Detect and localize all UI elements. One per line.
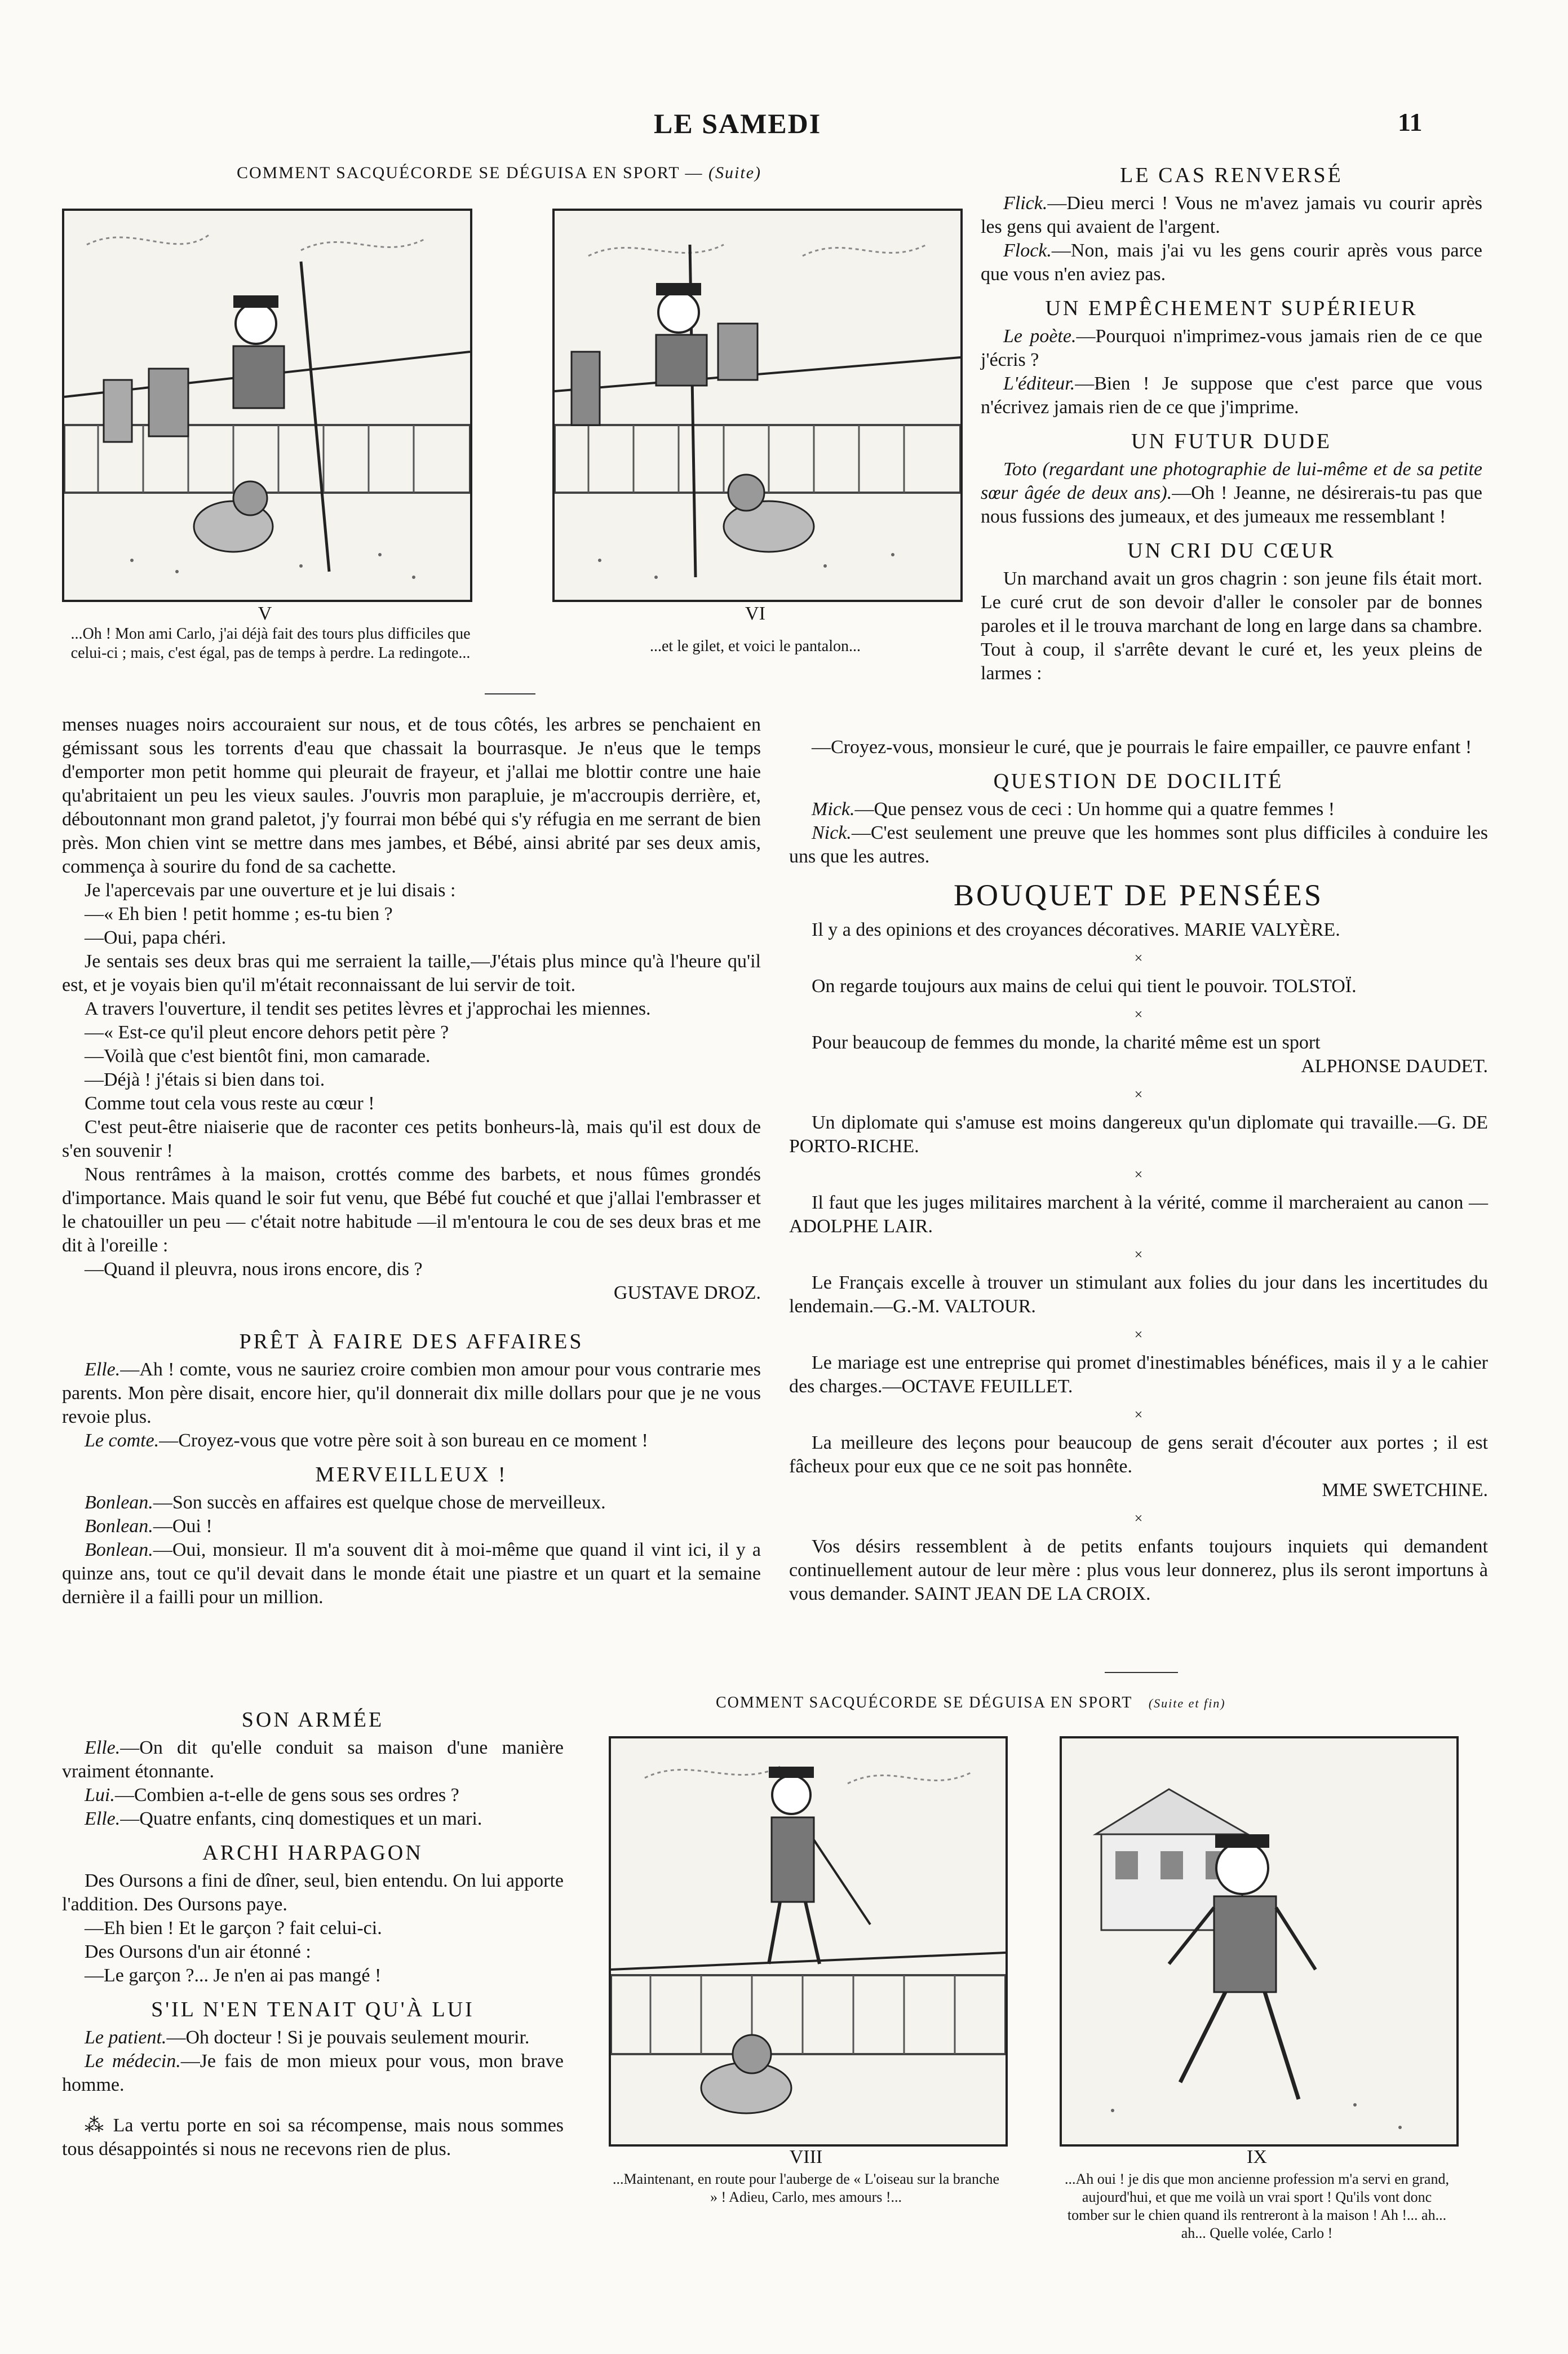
quote-text: Le Français excelle à trouver un stimulant aux folies du jour dans les incertitudes du lendemain.—G.-M. VALTOUR. (789, 1272, 1488, 1317)
small-divider (485, 693, 535, 694)
speaker: Bonlean. (85, 1516, 153, 1537)
pret-title: PRÊT À FAIRE DES AFFAIRES (239, 1330, 584, 1353)
quote-separator: × (1134, 1006, 1143, 1023)
speaker: Bonlean. (85, 1492, 153, 1513)
quote-author: MARIE VALYÈRE. (1184, 919, 1340, 940)
harpagon-paragraph: Des Oursons a fini de dîner, seul, bien entendu. On lui apporte l'addition. Des Oursons paye. (62, 1870, 564, 1915)
speaker: Elle. (85, 1808, 121, 1829)
quote-text: La meilleure des leçons pour beaucoup de gens serait d'écouter aux portes ; il est fâcheux pour eux que ce ne soit pas honnête. (789, 1432, 1488, 1477)
quote-text: Le mariage est une entreprise qui promet d'inestimables bénéfices, mais il y a le cahier des charges.—OCTAVE FEUILLET. (789, 1352, 1488, 1397)
harpagon-paragraph: —Le garçon ?... Je n'en ai pas mangé ! (85, 1965, 382, 1986)
quote-author: TOLSTOÏ. (1272, 976, 1357, 997)
harpagon-title: ARCHI HARPAGON (202, 1841, 423, 1865)
right-wide-column (789, 736, 1488, 1606)
speaker: Le comte. (85, 1430, 160, 1451)
docilite-title: QUESTION DE DOCILITÉ (993, 769, 1284, 793)
armee-title: SON ARMÉE (241, 1708, 384, 1732)
story-paragraph: —Oui, papa chéri. (85, 927, 227, 948)
story-signature: GUSTAVE DROZ. (613, 1282, 761, 1303)
dialogue-text: —Non, mais j'ai vu les gens courir après vous parce que vous n'en aviez pas. (981, 240, 1482, 285)
dialogue-text: —Quatre enfants, cinq domestiques et un mari. (120, 1808, 482, 1829)
quote-author: ALPHONSE DAUDET. (1301, 1056, 1488, 1077)
quote-separator: × (1134, 1086, 1143, 1103)
story-paragraph: —« Eh bien ! petit homme ; es-tu bien ? (85, 904, 393, 924)
dialogue-text: —Pourquoi n'imprimez-vous jamais rien de ce que j'écris ? (981, 326, 1482, 370)
speaker: Lui. (85, 1785, 115, 1806)
panel-v-caption: ...Oh ! Mon ami Carlo, j'ai déjà fait des tours plus difficiles que celui-ci ; mais, c'est égal, pas de temps à perdre. La redingote... (70, 625, 471, 662)
quote-separator: × (1134, 950, 1143, 966)
quote-text: Il faut que les juges militaires marchent à la vérité, comme il marcheraient au canon —ADOLPHE LAIR. (789, 1192, 1488, 1237)
dialogue-text: —Combien a-t-elle de gens sous ses ordres ? (114, 1785, 459, 1806)
quote-separator: × (1134, 1166, 1143, 1183)
panel-v-numeral: V (258, 603, 272, 624)
quote-separator: × (1134, 1246, 1143, 1263)
quote-text: Vos désirs ressemblent à de petits enfants toujours inquiets qui demandent continuellement autour de leur mère : plus vous leur donnerez, plus ils seront importuns à vous demander. SAINT JEAN DE LA CROIX. (789, 1536, 1488, 1604)
cas-title: LE CAS RENVERSÉ (1120, 163, 1343, 187)
bouquet-title: BOUQUET DE PENSÉES (953, 878, 1324, 912)
dialogue-text: —Ah ! comte, vous ne sauriez croire combien mon amour pour vous contrarie mes parents. Mon père disait, encore hier, qu'il donnerait dix mille dollars pour que je ne vous revoie plus. (62, 1359, 761, 1427)
story-paragraph: A travers l'ouverture, il tendit ses petites lèvres et j'approchai les miennes. (85, 998, 651, 1019)
story-paragraph: —Quand il pleuvra, nous irons encore, dis ? (85, 1259, 423, 1280)
merveilleux-title: MERVEILLEUX ! (315, 1463, 508, 1486)
comic-top-title-suffix: (Suite) (708, 163, 761, 182)
story-paragraph: —Voilà que c'est bientôt fini, mon camarade. (85, 1046, 431, 1067)
speaker: Le patient. (85, 2027, 167, 2048)
comic-panel-viii (609, 1736, 1008, 2147)
dialogue-text: —C'est seulement une preuve que les hommes sont plus difficiles à conduire les uns que les autres. (789, 822, 1488, 867)
harpagon-paragraph: —Eh bien ! Et le garçon ? fait celui-ci. (85, 1918, 382, 1939)
comic-viii-drawing (611, 1738, 1006, 2144)
comic-v-drawing (64, 211, 470, 600)
speaker: L'éditeur. (1003, 373, 1075, 394)
comic-vi-drawing (555, 211, 960, 600)
speaker: Bonlean. (85, 1539, 153, 1560)
page-number: 11 (1398, 108, 1423, 136)
speaker: Le médecin. (85, 2051, 181, 2072)
story-paragraph: Je l'apercevais par une ouverture et je lui disais : (85, 880, 456, 901)
panel-viii-caption: ...Maintenant, en route pour l'auberge de « L'oiseau sur la branche » ! Adieu, Carlo, mes amours !... (612, 2171, 1000, 2205)
dialogue-text: —Oui ! (153, 1516, 212, 1537)
dialogue-text: —Je fais de mon mieux pour vous, mon brave homme. (62, 2051, 564, 2095)
speaker: Elle. (85, 1737, 121, 1758)
harpagon-paragraph: Des Oursons d'un air étonné : (85, 1941, 311, 1962)
speaker: Nick. (812, 822, 852, 843)
story-paragraph: Je sentais ses deux bras qui me serraient la taille,—J'étais plus mince qu'à l'heure qu'il est, et je voyais bien qu'il m'était reconnaissant de lui servir de toit. (62, 951, 761, 995)
story-paragraph: —Déjà ! j'étais si bien dans toi. (85, 1069, 325, 1090)
dialogue-text: —Son succès en affaires est quelque chose de merveilleux. (153, 1492, 606, 1513)
story-paragraph: Comme tout cela vous reste au cœur ! (85, 1093, 375, 1114)
story-column (62, 713, 761, 1609)
dialogue-text: —Oui, monsieur. Il m'a souvent dit à moi-même que quand il vint ici, il y a quinze ans, tout ce qu'il devait dans le monde était une piastre et un quart et la semaine dernière il a failli pour un million. (62, 1539, 761, 1608)
dialogue-text: —On dit qu'elle conduit sa maison d'une manière vraiment étonnante. (62, 1737, 564, 1782)
left-narrow-column (62, 1708, 564, 2161)
quote-text: Il y a des opinions et des croyances décoratives. (812, 919, 1180, 940)
quote-text: On regarde toujours aux mains de celui qui tient le pouvoir. (812, 976, 1268, 997)
cri-paragraph: —Croyez-vous, monsieur le curé, que je pourrais le faire empailler, ce pauvre enfant ! (812, 737, 1472, 758)
sil-title: S'IL N'EN TENAIT QU'À LUI (151, 1998, 475, 2021)
panel-ix-numeral: IX (1247, 2147, 1267, 2167)
quote-author: MME SWETCHINE. (1322, 1480, 1488, 1501)
comic-panel-v (62, 209, 472, 602)
empechement-title: UN EMPÊCHEMENT SUPÉRIEUR (1045, 297, 1418, 320)
comic-bottom-title-text: COMMENT SACQUÉCORDE SE DÉGUISA EN SPORT (716, 1694, 1132, 1711)
vertu-text: La vertu porte en soi sa récompense, mais nous sommes tous désappointés si nous ne recevons rien de plus. (62, 2115, 564, 2160)
speaker: Elle. (85, 1359, 121, 1380)
dude-title: UN FUTUR DUDE (1131, 430, 1332, 453)
bouquet-quotes (789, 918, 1488, 1606)
story-paragraph: menses nuages noirs accouraient sur nous, et de tous côtés, les arbres se penchaient en gémissant sous les torrents d'eau que chassait la bourrasque. Je n'eus que le temps d'emporter mon petit homme qui pleurait de frayeur, et j'allai me blottir contre une haie qu'abritaient un peu les vieux saules. J'ouvris mon parapluie, je m'accroupis derrière, et, déboutonnant mon grand paletot, j'y fourrai mon bébé qui s'y réfugia en me serrant de bien près. Mon chien vint se mettre dans mes jambes, et Bébé, ainsi abrité par ses deux amis, commença à sourire du fond de sa cachette. (62, 714, 761, 877)
comic-top-title (237, 163, 800, 183)
cri-paragraph: Un marchand avait un gros chagrin : son jeune fils était mort. Le curé crut de son devoir d'aller le consoler par de bonnes paroles et il le trouva marchant de long en large dans sa chambre. Tout à coup, il s'arrête devant le curé et, les yeux pleins de larmes : (981, 568, 1482, 684)
comic-panel-vi (552, 209, 963, 602)
dialogue-text: —Dieu merci ! Vous ne m'avez jamais vu courir après les gens qui avaient de l'argent. (981, 193, 1482, 237)
comic-bottom-title (716, 1694, 1494, 1712)
panel-viii-numeral: VIII (789, 2147, 823, 2167)
dialogue-text: —Que pensez vous de ceci : Un homme qui a quatre femmes ! (854, 799, 1335, 820)
quote-separator: × (1134, 1326, 1143, 1343)
panel-vi-numeral: VI (745, 603, 765, 624)
story-paragraph: —« Est-ce qu'il pleut encore dehors petit père ? (85, 1022, 449, 1043)
comic-top-title-text: COMMENT SACQUÉCORDE SE DÉGUISA EN SPORT — (237, 163, 703, 182)
dude-intro: Toto (regardant une photographie de lui-même et de sa petite sœur âgée de deux ans). (981, 459, 1482, 503)
quote-separator: × (1134, 1510, 1143, 1526)
right-column (981, 163, 1482, 685)
dialogue-text: —Oh docteur ! Si je pouvais seulement mourir. (166, 2027, 530, 2048)
speaker: Mick. (812, 799, 855, 820)
story-paragraph: Nous rentrâmes à la maison, crottés comme des barbets, et nous fûmes grondés d'importance. Mais quand le soir fut venu, que Bébé fut couché et que j'allai l'embrasser et le chatouiller un peu — c'était notre habitude —il m'entoura le cou de ses deux bras et me dit à l'oreille : (62, 1164, 761, 1256)
comic-ix-drawing (1062, 1738, 1456, 2144)
quote-text: Un diplomate qui s'amuse est moins dangereux qu'un diplomate qui travaille.—G. DE PORTO-RICHE. (789, 1112, 1488, 1157)
dude-text: —Oh ! Jeanne, ne désirerais-tu pas que nous fussions des jumeaux, et des jumeaux me ressemblant ! (981, 483, 1482, 527)
quote-text: Pour beaucoup de femmes du monde, la charité même est un sport (812, 1032, 1321, 1053)
story-paragraph: C'est peut-être niaiserie que de raconter ces petits bonheurs-là, mais qu'il est doux de s'en souvenir ! (62, 1117, 761, 1161)
dialogue-text: —Bien ! Je suppose que c'est parce que vous n'écrivez jamais rien de ce que j'imprime. (981, 373, 1482, 418)
speaker: Flock. (1003, 240, 1052, 261)
dialogue-text: —Croyez-vous que votre père soit à son bureau en ce moment ! (159, 1430, 648, 1451)
section-divider (1105, 1672, 1178, 1673)
newspaper-title: LE SAMEDI (654, 108, 822, 139)
speaker: Flick. (1003, 193, 1048, 214)
speaker: Le poète. (1003, 326, 1077, 347)
panel-ix-caption: ...Ah oui ! je dis que mon ancienne profession m'a servi en grand, aujourd'hui, et que me voilà un vrai sport ! Qu'ils vont donc tomber sur le chien quand ils rentreront à la maison ! Ah !... ah... ah... Quelle volée, Carlo ! (1065, 2171, 1449, 2241)
comic-panel-ix (1060, 1736, 1459, 2147)
quote-separator: × (1134, 1406, 1143, 1423)
comic-bottom-title-suffix: (Suite et fin) (1148, 1696, 1226, 1710)
asterism-icon: ⁂ (85, 2115, 107, 2136)
panel-vi-caption: ...et le gilet, et voici le pantalon... (650, 638, 861, 655)
cri-title: UN CRI DU CŒUR (1127, 539, 1336, 563)
